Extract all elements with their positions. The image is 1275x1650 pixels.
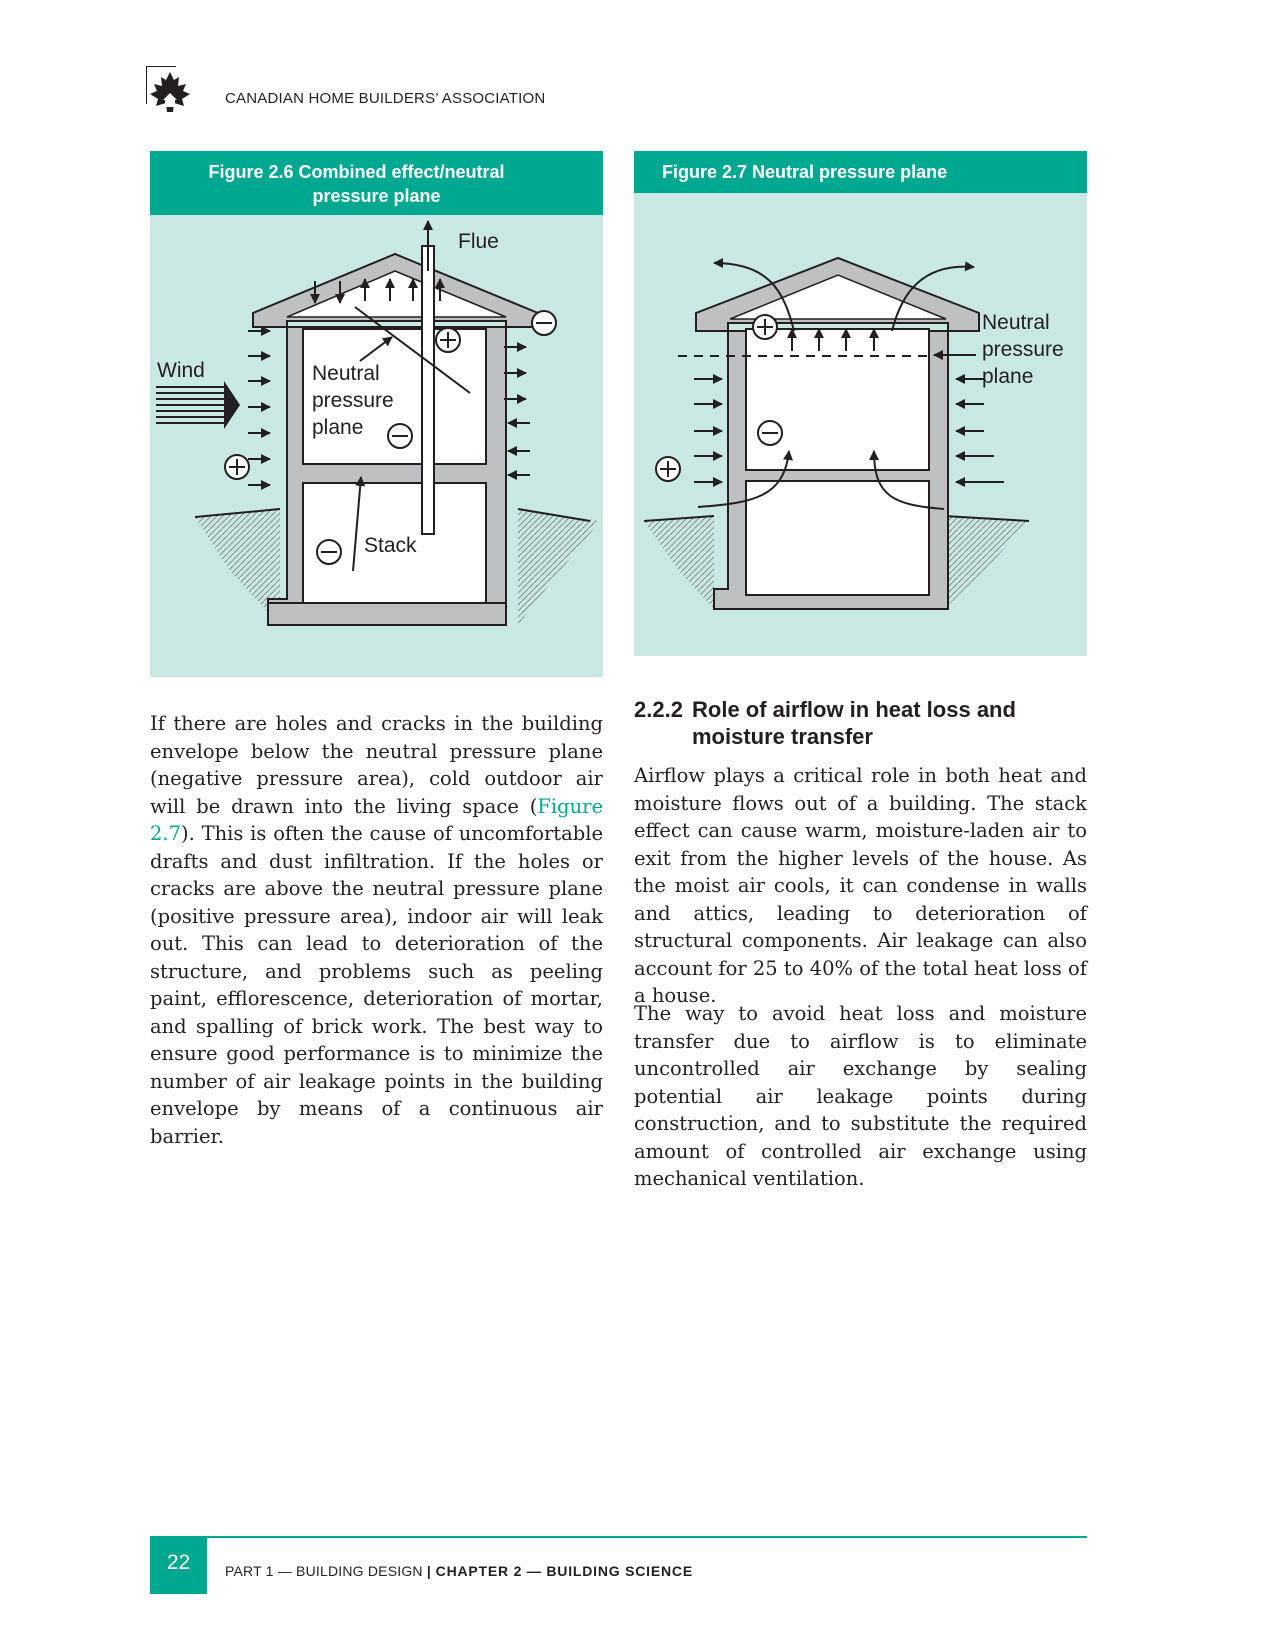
figure-2-7-title: Figure 2.7 Neutral pressure plane (634, 151, 1087, 193)
neutral-plane-label-line1: Neutral (982, 311, 1050, 334)
section-title-line1: Role of airflow in heat loss and (692, 697, 1016, 722)
footer-chapter: CHAPTER 2 — BUILDING SCIENCE (435, 1563, 693, 1579)
left-paragraph-end: ). This is often the cause of uncomfortable drafts and dust infiltration. If the holes or cracks are above the neutral pressure plane (positive pressure area), indoor air will leak out. This can lead to deterioration of the structure, and problems such as peeling paint, efflorescence, deterioration of mortar, and spalling of brick work. The best way to ensure good performance is to minimize the number of air leakage points in the building envelope by means of a continuous air barrier. (150, 822, 603, 1148)
section-paragraph-1: Airflow plays a critical role in both heat and moisture flows out of a building. The stack effect can cause warm, moisture-laden air to exit from the higher levels of the house. As the moist air cools, it can condense in walls and attics, leading to deterioration of structural components. Air leakage can also account for 25 to 40% of the total heat loss of a house. (634, 764, 1087, 1007)
footer-separator: | (426, 1563, 432, 1579)
plus-symbol-flue (436, 328, 460, 352)
ground-soil-right (944, 516, 1029, 609)
figure-2-7-link[interactable]: Figure 2.7 (150, 794, 603, 845)
wind-lines (156, 387, 224, 423)
figure-2-6 (150, 151, 603, 677)
upper-floor-room (746, 329, 929, 470)
figure-2-6-title-line1: Figure 2.6 Combined effect/neutral (208, 162, 505, 182)
figure-2-6-title-line2: pressure plane (312, 186, 441, 206)
flue-pipe (422, 246, 434, 534)
footer-part: PART 1 — BUILDING DESIGN (225, 1563, 423, 1579)
wind-label: Wind (157, 359, 205, 382)
neutral-plane-label-line3: plane (982, 365, 1034, 388)
section-title-line2: moisture transfer (692, 724, 873, 749)
section-paragraph-2: The way to avoid heat loss and moisture transfer due to airflow is to eliminate uncontrolled air exchange by sealing potential air leakage points during construction, and to substitute the required amount of controlled air exchange using mechanical ventilation. (634, 1002, 1087, 1190)
inflow-arrows-right (956, 379, 1004, 482)
minus-symbol-neutral (388, 424, 412, 448)
plus-symbol-lower (656, 457, 680, 481)
wind-arrow-head (224, 381, 240, 429)
minus-symbol-leeward (532, 311, 556, 335)
maple-leaf-house-icon (146, 66, 194, 114)
ground-soil-right (518, 509, 600, 625)
neutral-plane-label-line3: plane (312, 416, 364, 439)
combined-effect-diagram (150, 151, 603, 677)
section-heading (634, 696, 1094, 750)
plus-symbol-wind (225, 455, 249, 479)
flue-label: Flue (458, 230, 499, 253)
footer-rule (150, 1536, 1087, 1538)
ground-soil-left (644, 516, 714, 609)
leeward-arrows (504, 347, 530, 475)
figure-2-7 (634, 151, 1087, 656)
neutral-plane-label-line2: pressure (982, 338, 1064, 361)
minus-symbol-stack (317, 540, 341, 564)
basement-footing (268, 603, 506, 625)
plus-symbol-attic (753, 315, 777, 339)
organization-name: CANADIAN HOME BUILDERS’ ASSOCIATION (225, 90, 546, 107)
left-column-paragraph (150, 710, 603, 1150)
left-paragraph-start: If there are holes and cracks in the building envelope below the neutral pressure plane (negative pressure area), cold outdoor air will be drawn into the living space ( (150, 712, 603, 818)
wind-arrows-in (248, 331, 270, 485)
minus-symbol-upper (758, 421, 782, 445)
footer-breadcrumb (225, 1563, 693, 1579)
basement-room (746, 481, 929, 595)
section-number: 2.2.2 (634, 697, 683, 722)
neutral-plane-label-line2: pressure (312, 389, 394, 412)
inflow-arrows-left (694, 379, 722, 482)
stack-label: Stack (364, 534, 417, 557)
neutral-plane-label-line1: Neutral (312, 362, 380, 385)
neutral-pressure-plane-diagram (634, 151, 1087, 656)
page-number: 22 (150, 1536, 207, 1594)
